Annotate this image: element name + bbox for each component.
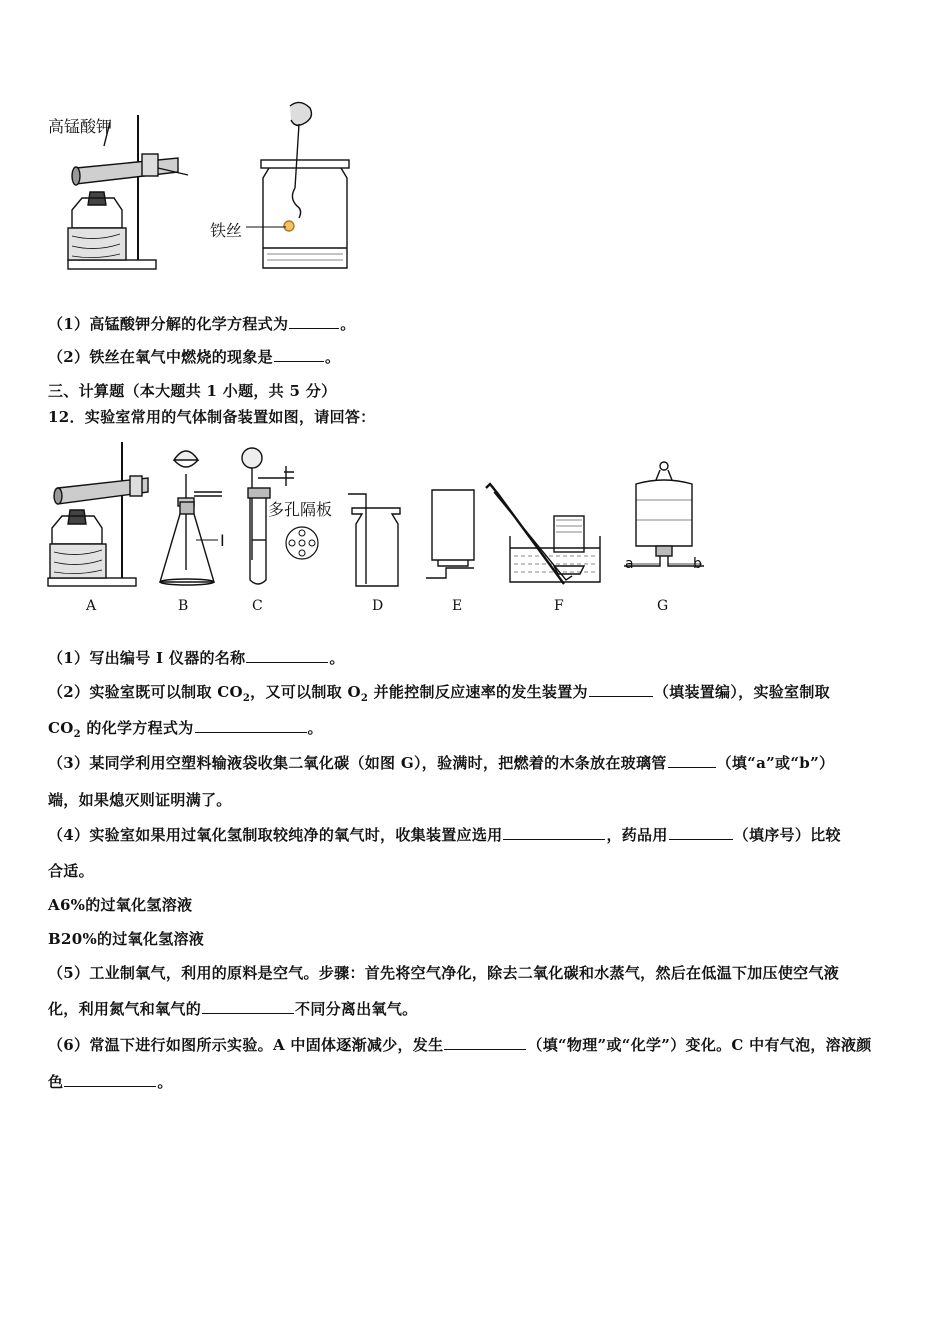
answer-blank[interactable]	[669, 825, 733, 840]
subscript: 2	[242, 693, 251, 704]
q12-part1	[48, 647, 345, 668]
iron-wire-combustion-bottle	[255, 98, 365, 273]
caption-g: G	[657, 598, 669, 614]
answer-blank[interactable]	[246, 648, 328, 663]
q12-part2-line1	[48, 681, 830, 704]
answer-blank[interactable]	[668, 753, 716, 768]
q12-part5-line1: （5）工业制氧气，利用的原料是空气。步骤：首先将空气净化，除去二氧化碳和水蒸气，然后在低温下加压使空气液	[48, 964, 840, 982]
q12-part6-line1	[48, 1034, 872, 1055]
q12-part1-text: （1）写出编号 I 仪器的名称	[48, 649, 246, 667]
caption-a: A	[86, 598, 97, 614]
q12-part5-text: 化，利用氮气和氧气的	[48, 1000, 202, 1018]
answer-blank[interactable]	[274, 347, 324, 362]
q12-part4-text: （填序号）比较	[733, 826, 841, 844]
question-12-title: 12．实验室常用的气体制备装置如图，请回答：	[48, 408, 376, 426]
answer-blank[interactable]	[202, 999, 294, 1014]
apparatus-a	[44, 440, 154, 590]
q11-part1	[48, 313, 356, 334]
label-tube-a: a	[625, 556, 634, 572]
subscript: 2	[73, 729, 81, 740]
q12-part2-line2	[48, 717, 323, 740]
caption-c: C	[252, 598, 263, 614]
option-b: B20%的过氧化氢溶液	[48, 930, 205, 948]
q11-part2-text: （2）铁丝在氧气中燃烧的现象是	[48, 348, 273, 366]
q12-part5-line2	[48, 998, 417, 1019]
porous-plate-detail	[282, 523, 322, 563]
label-instrument-i: I	[220, 531, 225, 550]
answer-blank[interactable]	[444, 1035, 526, 1050]
label-porous-plate: 多孔隔板	[268, 500, 333, 519]
q12-part4-line1	[48, 824, 841, 845]
q12-part3-text: （3）某同学利用空塑料输液袋收集二氧化碳（如图 G），验满时，把燃着的木条放在玻璃管	[48, 754, 667, 772]
q11-part1-text: （1）高锰酸钾分解的化学方程式为	[48, 315, 289, 333]
section-heading: 三、计算题（本大题共 1 小题，共 5 分）	[48, 382, 337, 400]
q12-part4-text: （4）实验室如果用过氧化氢制取较纯净的氧气时，收集装置应选用	[48, 826, 503, 844]
q11-part1-end: 。	[340, 315, 356, 333]
label-iron-wire: 铁丝	[210, 221, 243, 240]
apparatus-f	[480, 480, 610, 590]
q12-part4-line2: 合适。	[48, 862, 94, 880]
q12-part3-line2: 端，如果熄灭则证明满了。	[48, 791, 232, 809]
answer-blank[interactable]	[503, 825, 605, 840]
q12-part2-text: ，又可以制取 O	[250, 683, 361, 701]
q12-part6-end: 。	[157, 1073, 173, 1091]
q12-part6-text: （填“物理”或“化学”）变化。C 中有气泡，溶液颜	[527, 1036, 872, 1054]
q12-part2-end: 。	[307, 719, 323, 737]
q12-part2-text: 并能控制反应速率的发生装置为	[368, 683, 588, 701]
caption-e: E	[452, 598, 463, 614]
answer-blank[interactable]	[195, 718, 307, 733]
q11-part2-end: 。	[324, 348, 341, 366]
q11-part2	[48, 346, 340, 367]
answer-blank[interactable]	[589, 682, 653, 697]
caption-f: F	[554, 598, 564, 614]
q12-part2-text: 的化学方程式为	[80, 719, 194, 737]
q12-part6-text: （6）常温下进行如图所示实验。A 中固体逐渐减少，发生	[48, 1036, 444, 1054]
q12-part2-text: CO	[48, 719, 74, 737]
q12-part2-text: （填装置编），实验室制取	[653, 683, 830, 701]
kmno4-heating-apparatus	[60, 110, 230, 285]
answer-blank[interactable]	[64, 1072, 156, 1087]
q12-part6-line2	[48, 1071, 173, 1092]
answer-blank[interactable]	[289, 314, 339, 329]
option-a: A6%的过氧化氢溶液	[48, 896, 193, 914]
iron-wire-pointer	[246, 222, 296, 232]
q12-part2-text: （2）实验室既可以制取 CO	[48, 683, 243, 701]
q12-part4-text: ，药品用	[606, 826, 668, 844]
subscript: 2	[360, 693, 369, 704]
instrument-i-pointer	[196, 537, 226, 543]
caption-d: D	[372, 598, 384, 614]
q12-part3-line1	[48, 752, 834, 773]
apparatus-d	[348, 490, 408, 590]
apparatus-b	[152, 440, 232, 590]
q12-part3-text: （填“a”或“b”）	[716, 754, 835, 772]
apparatus-e	[424, 486, 484, 586]
label-tube-b: b	[693, 556, 702, 572]
q12-part1-end: 。	[329, 649, 345, 667]
caption-b: B	[178, 598, 189, 614]
label-kmno4: 高锰酸钾	[48, 117, 113, 136]
q12-part5-text: 不同分离出氧气。	[295, 1000, 418, 1018]
q12-part6-text: 色	[48, 1073, 64, 1091]
